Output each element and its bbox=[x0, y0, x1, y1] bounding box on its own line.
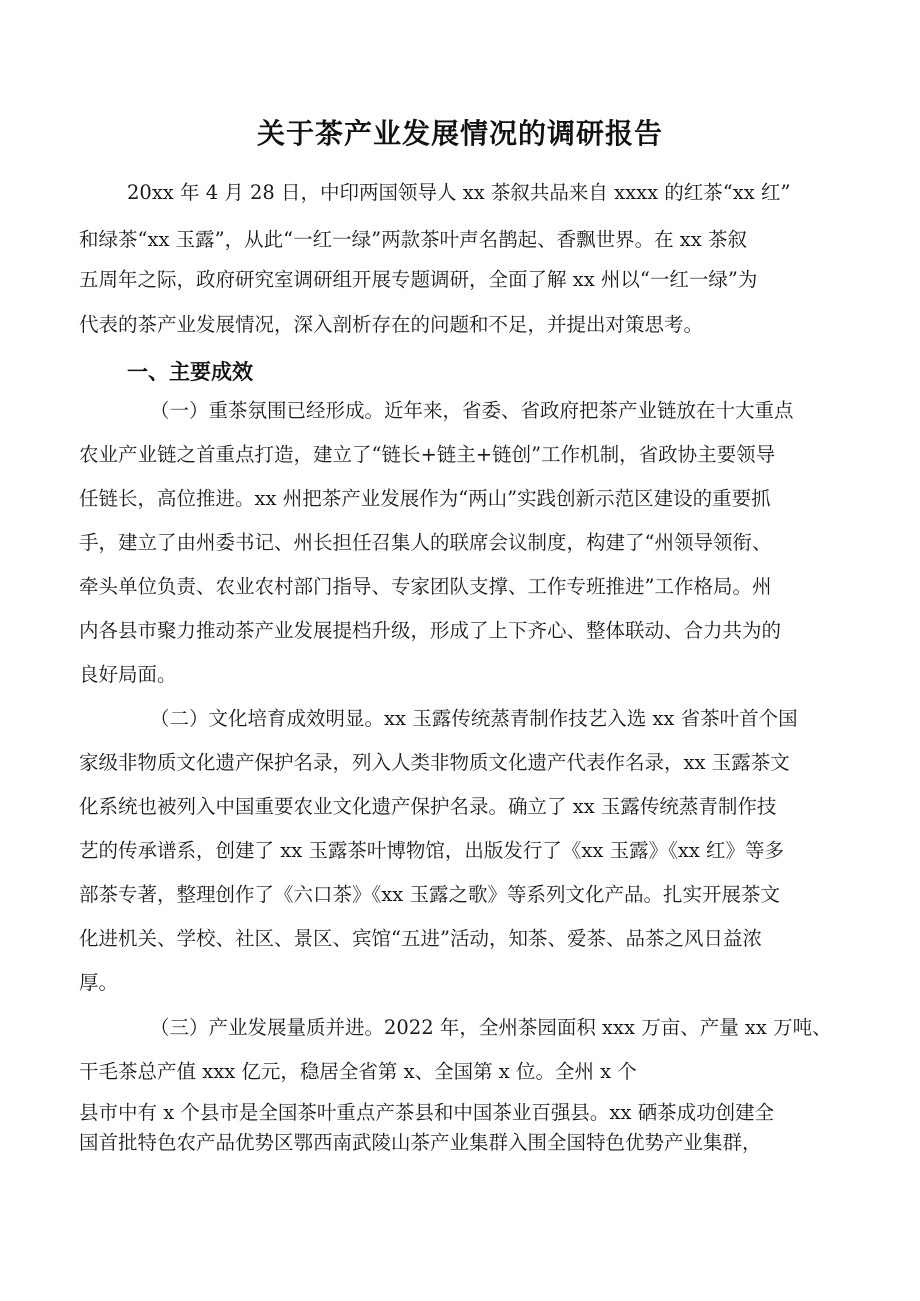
intro-line: 20xx 年 4 月 28 日，中印两国领导人 xx 茶叙共品来自 xxxx 的红茶“xx 红” bbox=[127, 181, 791, 204]
paragraph-line: （三）产业发展量质并进。2022 年，全州茶园面积 xxx 万亩、产量 xx 万吨、 bbox=[150, 1016, 832, 1039]
paragraph-line: 化进机关、学校、社区、景区、宾馆“五进”活动，知茶、爱茶、品茶之风日益浓 bbox=[79, 927, 762, 950]
paragraph-line: 化系统也被列入中国重要农业文化遗产保护名录。确立了 xx 玉露传统蒸青制作技 bbox=[79, 795, 777, 818]
paragraph-line: 部茶专著，整理创作了《六口茶》《xx 玉露之歌》等系列文化产品。扎实开展茶文 bbox=[79, 883, 780, 906]
paragraph-line: 国首批特色农产品优势区鄂西南武陵山茶产业集群入围全国特色优势产业集群， bbox=[79, 1131, 762, 1154]
intro-line: 五周年之际，政府研究室调研组开展专题调研，全面了解 xx 州以“一红一绿”为 bbox=[79, 268, 758, 291]
paragraph-line: 家级非物质文化遗产保护名录，列入人类非物质文化遗产代表作名录，xx 玉露茶文 bbox=[79, 751, 790, 774]
paragraph-line: 农业产业链之首重点打造，建立了“链长+链主+链创”工作机制，省政协主要领导 bbox=[79, 443, 776, 466]
paragraph-line: （一）重茶氛围已经形成。近年来，省委、省政府把茶产业链放在十大重点 bbox=[150, 399, 794, 422]
paragraph-line: （二）文化培育成效明显。xx 玉露传统蒸青制作技艺入选 xx 省茶叶首个国 bbox=[150, 707, 798, 730]
paragraph-line: 手，建立了由州委书记、州长担任召集人的联席会议制度，构建了“州领导领衔、 bbox=[79, 531, 772, 554]
paragraph-line: 艺的传承谱系，创建了 xx 玉露茶叶博物馆，出版发行了《xx 玉露》《xx 红》等多 bbox=[79, 839, 785, 862]
paragraph-line: 干毛茶总产值 xxx 亿元，稳居全省第 x、全国第 x 位。全州 x 个 bbox=[79, 1060, 637, 1083]
intro-line: 代表的茶产业发展情况，深入剖析存在的问题和不足，并提出对策思考。 bbox=[79, 313, 704, 336]
paragraph-line: 县市中有 x 个县市是全国茶叶重点产茶县和中国茶业百强县。xx 硒茶成功创建全 bbox=[79, 1101, 775, 1124]
paragraph-line: 内各县市聚力推动茶产业发展提档升级，形成了上下齐心、整体联动、合力共为的 bbox=[79, 619, 782, 642]
section-heading: 一、主要成效 bbox=[127, 360, 253, 384]
paragraph-line: 任链长，高位推进。xx 州把茶产业发展作为“两山”实践创新示范区建设的重要抓 bbox=[79, 487, 771, 510]
document-title: 关于茶产业发展情况的调研报告 bbox=[256, 117, 663, 150]
paragraph-line: 牵头单位负责、农业农村部门指导、专家团队支撑、工作专班推进”工作格局。州 bbox=[79, 575, 772, 598]
paragraph-line: 厚。 bbox=[79, 971, 119, 994]
paragraph-line: 良好局面。 bbox=[79, 663, 177, 686]
intro-line: 和绿茶“xx 玉露”，从此“一红一绿”两款茶叶声名鹊起、香飘世界。在 xx 茶叙 bbox=[79, 228, 747, 251]
